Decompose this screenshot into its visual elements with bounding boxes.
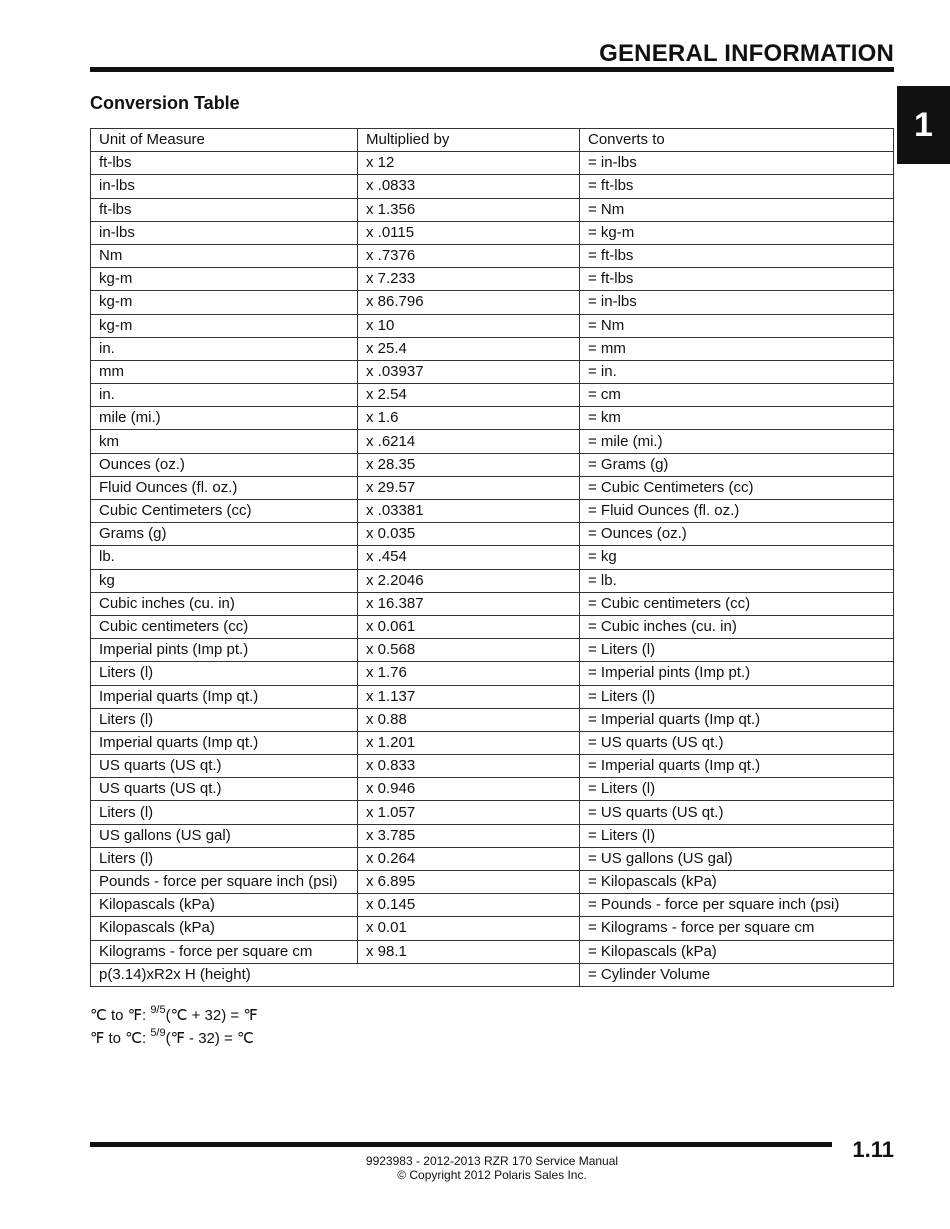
cell-unit: Liters (l) bbox=[91, 801, 358, 824]
cell-unit: km bbox=[91, 430, 358, 453]
cell-multiplier: x 16.387 bbox=[358, 592, 580, 615]
table-row bbox=[91, 592, 894, 615]
cell-multiplier: x 0.946 bbox=[358, 778, 580, 801]
cell-unit: Imperial quarts (Imp qt.) bbox=[91, 685, 358, 708]
cell-multiplier: x 0.035 bbox=[358, 523, 580, 546]
cell-multiplier: x 0.568 bbox=[358, 639, 580, 662]
table-row bbox=[91, 639, 894, 662]
cell-cylinder-formula: p(3.14)xR2x H (height) bbox=[91, 963, 580, 986]
cell-converts-to: = km bbox=[580, 407, 894, 430]
cell-unit: Cubic Centimeters (cc) bbox=[91, 500, 358, 523]
footer-rule bbox=[90, 1142, 832, 1147]
table-row bbox=[91, 384, 894, 407]
cell-unit: Imperial quarts (Imp qt.) bbox=[91, 731, 358, 754]
table-row bbox=[91, 847, 894, 870]
cell-unit: Kilograms - force per square cm bbox=[91, 940, 358, 963]
table-row bbox=[91, 476, 894, 499]
cell-unit: kg-m bbox=[91, 268, 358, 291]
cell-multiplier: x 1.356 bbox=[358, 198, 580, 221]
cell-unit: Kilopascals (kPa) bbox=[91, 894, 358, 917]
cell-unit: mm bbox=[91, 360, 358, 383]
cell-multiplier: x 12 bbox=[358, 152, 580, 175]
cell-unit: lb. bbox=[91, 546, 358, 569]
cell-converts-to: = Imperial quarts (Imp qt.) bbox=[580, 708, 894, 731]
cell-converts-to: = mile (mi.) bbox=[580, 430, 894, 453]
cell-multiplier: x 1.6 bbox=[358, 407, 580, 430]
conversion-table bbox=[90, 128, 894, 987]
cell-converts-to: = Cubic Centimeters (cc) bbox=[580, 476, 894, 499]
cell-converts-to: = Liters (l) bbox=[580, 824, 894, 847]
formula-expression: (℃ + 32) = ℉ bbox=[165, 1007, 258, 1024]
cell-unit: ft-lbs bbox=[91, 152, 358, 175]
footer-copyright: © Copyright 2012 Polaris Sales Inc. bbox=[397, 1168, 587, 1182]
cell-unit: Cubic inches (cu. in) bbox=[91, 592, 358, 615]
cell-converts-to: = Kilopascals (kPa) bbox=[580, 871, 894, 894]
section-title: Conversion Table bbox=[90, 93, 240, 113]
table-row bbox=[91, 360, 894, 383]
page-number: 1.11 bbox=[852, 1137, 894, 1162]
table-row bbox=[91, 314, 894, 337]
formula-expression: (℉ - 32) = ℃ bbox=[165, 1030, 254, 1047]
cell-multiplier: x 28.35 bbox=[358, 453, 580, 476]
cell-multiplier: x 1.137 bbox=[358, 685, 580, 708]
cell-unit: ft-lbs bbox=[91, 198, 358, 221]
cell-cylinder-result: = Cylinder Volume bbox=[580, 963, 894, 986]
cell-multiplier: x 0.061 bbox=[358, 615, 580, 638]
cell-multiplier: x 25.4 bbox=[358, 337, 580, 360]
table-row bbox=[91, 268, 894, 291]
cell-converts-to: = Ounces (oz.) bbox=[580, 523, 894, 546]
cell-unit: Liters (l) bbox=[91, 662, 358, 685]
cell-unit: Grams (g) bbox=[91, 523, 358, 546]
cell-converts-to: = Pounds - force per square inch (psi) bbox=[580, 894, 894, 917]
header-unit-of-measure: Unit of Measure bbox=[91, 129, 358, 152]
table-row bbox=[91, 407, 894, 430]
cell-unit: Nm bbox=[91, 244, 358, 267]
cell-unit: Ounces (oz.) bbox=[91, 453, 358, 476]
cell-multiplier: x 0.88 bbox=[358, 708, 580, 731]
formula-fraction: 9/5 bbox=[150, 1004, 166, 1016]
cell-multiplier: x 1.057 bbox=[358, 801, 580, 824]
cell-unit: US quarts (US qt.) bbox=[91, 755, 358, 778]
table-row bbox=[91, 500, 894, 523]
cell-unit: kg-m bbox=[91, 291, 358, 314]
cell-multiplier: x 0.264 bbox=[358, 847, 580, 870]
cell-multiplier: x .0115 bbox=[358, 221, 580, 244]
chapter-tab: 1 bbox=[897, 86, 950, 164]
header-converts-to: Converts to bbox=[580, 129, 894, 152]
table-row bbox=[91, 337, 894, 360]
header-rule bbox=[90, 67, 894, 72]
cell-unit: kg bbox=[91, 569, 358, 592]
cell-unit: Cubic centimeters (cc) bbox=[91, 615, 358, 638]
cell-converts-to: = Imperial pints (Imp pt.) bbox=[580, 662, 894, 685]
table-row bbox=[91, 731, 894, 754]
table-row bbox=[91, 871, 894, 894]
cell-unit: in. bbox=[91, 384, 358, 407]
table-row bbox=[91, 198, 894, 221]
cell-multiplier: x 0.145 bbox=[358, 894, 580, 917]
cell-multiplier: x 0.833 bbox=[358, 755, 580, 778]
cell-converts-to: = Liters (l) bbox=[580, 778, 894, 801]
temperature-formulas bbox=[90, 1002, 258, 1048]
cell-converts-to: = US quarts (US qt.) bbox=[580, 731, 894, 754]
cell-multiplier: x 10 bbox=[358, 314, 580, 337]
table-row bbox=[91, 453, 894, 476]
cell-converts-to: = Kilograms - force per square cm bbox=[580, 917, 894, 940]
formula-c-to-f bbox=[90, 1002, 258, 1025]
table-row bbox=[91, 685, 894, 708]
table-row-cylinder-volume bbox=[91, 963, 894, 986]
table-row bbox=[91, 546, 894, 569]
table-row bbox=[91, 569, 894, 592]
header-multiplied-by: Multiplied by bbox=[358, 129, 580, 152]
table-row bbox=[91, 894, 894, 917]
cell-multiplier: x 7.233 bbox=[358, 268, 580, 291]
cell-multiplier: x 86.796 bbox=[358, 291, 580, 314]
cell-converts-to: = US quarts (US qt.) bbox=[580, 801, 894, 824]
cell-converts-to: = Liters (l) bbox=[580, 639, 894, 662]
formula-prefix: ℃ to ℉: bbox=[90, 1007, 147, 1024]
cell-multiplier: x .6214 bbox=[358, 430, 580, 453]
cell-multiplier: x 2.2046 bbox=[358, 569, 580, 592]
cell-unit: Kilopascals (kPa) bbox=[91, 917, 358, 940]
cell-converts-to: = kg-m bbox=[580, 221, 894, 244]
cell-multiplier: x 3.785 bbox=[358, 824, 580, 847]
cell-converts-to: = Kilopascals (kPa) bbox=[580, 940, 894, 963]
cell-unit: Liters (l) bbox=[91, 708, 358, 731]
cell-unit: US quarts (US qt.) bbox=[91, 778, 358, 801]
cell-converts-to: = kg bbox=[580, 546, 894, 569]
conversion-table-body bbox=[91, 129, 894, 987]
cell-multiplier: x .0833 bbox=[358, 175, 580, 198]
table-row bbox=[91, 244, 894, 267]
cell-unit: Fluid Ounces (fl. oz.) bbox=[91, 476, 358, 499]
cell-multiplier: x .454 bbox=[358, 546, 580, 569]
cell-unit: in. bbox=[91, 337, 358, 360]
cell-converts-to: = mm bbox=[580, 337, 894, 360]
table-row bbox=[91, 801, 894, 824]
page-header-title: GENERAL INFORMATION bbox=[599, 40, 894, 67]
table-row bbox=[91, 221, 894, 244]
formula-fraction: 5/9 bbox=[150, 1027, 166, 1039]
cell-multiplier: x 98.1 bbox=[358, 940, 580, 963]
cell-converts-to: = in. bbox=[580, 360, 894, 383]
cell-multiplier: x .03937 bbox=[358, 360, 580, 383]
cell-multiplier: x 29.57 bbox=[358, 476, 580, 499]
cell-unit: kg-m bbox=[91, 314, 358, 337]
cell-converts-to: = in-lbs bbox=[580, 152, 894, 175]
table-header-row bbox=[91, 129, 894, 152]
table-row bbox=[91, 152, 894, 175]
table-row bbox=[91, 662, 894, 685]
table-row bbox=[91, 778, 894, 801]
cell-multiplier: x 2.54 bbox=[358, 384, 580, 407]
cell-multiplier: x .03381 bbox=[358, 500, 580, 523]
cell-unit: in-lbs bbox=[91, 221, 358, 244]
cell-multiplier: x 1.76 bbox=[358, 662, 580, 685]
cell-converts-to: = ft-lbs bbox=[580, 175, 894, 198]
cell-unit: Imperial pints (Imp pt.) bbox=[91, 639, 358, 662]
cell-converts-to: = ft-lbs bbox=[580, 244, 894, 267]
cell-unit: Pounds - force per square inch (psi) bbox=[91, 871, 358, 894]
cell-unit: Liters (l) bbox=[91, 847, 358, 870]
cell-converts-to: = Liters (l) bbox=[580, 685, 894, 708]
formula-prefix: ℉ to ℃: bbox=[90, 1030, 147, 1047]
cell-converts-to: = Grams (g) bbox=[580, 453, 894, 476]
table-row bbox=[91, 430, 894, 453]
table-row bbox=[91, 708, 894, 731]
cell-unit: mile (mi.) bbox=[91, 407, 358, 430]
footer-manual: 9923983 - 2012-2013 RZR 170 Service Manual bbox=[365, 1154, 619, 1168]
cell-converts-to: = Cubic centimeters (cc) bbox=[580, 592, 894, 615]
table-row bbox=[91, 917, 894, 940]
cell-converts-to: = ft-lbs bbox=[580, 268, 894, 291]
cell-converts-to: = Cubic inches (cu. in) bbox=[580, 615, 894, 638]
table-row bbox=[91, 615, 894, 638]
cell-unit: in-lbs bbox=[91, 175, 358, 198]
table-row bbox=[91, 175, 894, 198]
cell-multiplier: x 1.201 bbox=[358, 731, 580, 754]
cell-unit: US gallons (US gal) bbox=[91, 824, 358, 847]
cell-converts-to: = US gallons (US gal) bbox=[580, 847, 894, 870]
cell-converts-to: = lb. bbox=[580, 569, 894, 592]
cell-multiplier: x 6.895 bbox=[358, 871, 580, 894]
table-row bbox=[91, 291, 894, 314]
table-row bbox=[91, 523, 894, 546]
cell-converts-to: = in-lbs bbox=[580, 291, 894, 314]
cell-multiplier: x .7376 bbox=[358, 244, 580, 267]
cell-converts-to: = Nm bbox=[580, 314, 894, 337]
cell-converts-to: = Fluid Ounces (fl. oz.) bbox=[580, 500, 894, 523]
cell-converts-to: = Imperial quarts (Imp qt.) bbox=[580, 755, 894, 778]
cell-converts-to: = cm bbox=[580, 384, 894, 407]
footer-text bbox=[90, 1154, 894, 1182]
cell-converts-to: = Nm bbox=[580, 198, 894, 221]
table-row bbox=[91, 940, 894, 963]
table-row bbox=[91, 824, 894, 847]
cell-multiplier: x 0.01 bbox=[358, 917, 580, 940]
table-row bbox=[91, 755, 894, 778]
formula-f-to-c bbox=[90, 1025, 258, 1048]
